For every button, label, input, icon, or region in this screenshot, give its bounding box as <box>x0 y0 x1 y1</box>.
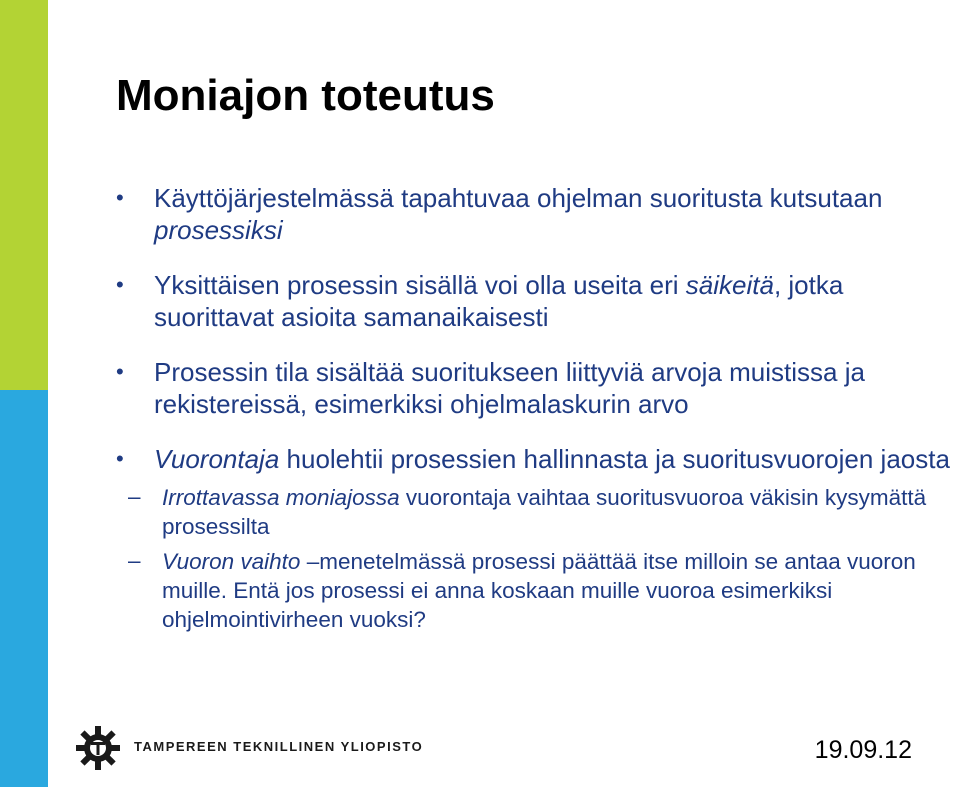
sub-bullet-italic-term: Irrottavassa moniajossa <box>162 485 400 510</box>
bullet-text: Prosessin tila sisältää suoritukseen liittyviä arvoja muistissa ja rekistereissä, esimerkiksi ohjelmalaskurin arvo <box>154 357 865 419</box>
sub-bullet-italic-term: Vuoron vaihto <box>162 549 301 574</box>
sub-bullet-text: –menetelmässä prosessi päättää itse milloin se antaa vuoron muille. Entä jos prosessi ei anna koskaan muille vuoroa esimerkiksi ohjelmointivirheen vuoksi? <box>162 549 916 632</box>
university-name: TAMPEREEN TEKNILLINEN YLIOPISTO <box>134 739 424 754</box>
bullet-italic-term: prosessiksi <box>154 215 283 245</box>
slide-content <box>116 182 952 634</box>
bullet-item <box>116 356 952 420</box>
bullet-dot-icon: • <box>116 359 124 384</box>
bullet-text: Käyttöjärjestelmässä tapahtuvaa ohjelman suoritusta kutsutaan <box>154 183 883 213</box>
bullet-italic-term: säikeitä <box>685 270 774 300</box>
slide-date: 19.09.12 <box>814 736 912 764</box>
bullet-dot-icon: • <box>116 446 124 471</box>
stripe-blue <box>0 390 48 787</box>
bullet-item <box>116 269 952 333</box>
sub-bullet-item <box>78 547 952 634</box>
bullet-item <box>116 182 952 246</box>
dash-bullet-icon: – <box>128 484 141 509</box>
bullet-italic-term: Vuorontaja <box>154 444 280 474</box>
bullet-dot-icon: • <box>116 272 124 297</box>
bullet-text-tail: , jotka suorittavat asioita samanaikaisesti <box>154 270 844 332</box>
dash-bullet-icon: – <box>128 548 141 573</box>
stripe-green <box>0 0 48 390</box>
bullet-item <box>116 443 952 475</box>
bullet-dot-icon: • <box>116 185 124 210</box>
sub-bullet-list <box>116 483 952 634</box>
slide-title: Moniajon toteutus <box>116 71 495 120</box>
sub-bullet-item <box>78 483 952 541</box>
sub-bullet-text: vuorontaja vaihtaa suoritusvuoroa väkisin kysymättä prosessilta <box>162 485 927 539</box>
university-logo-icon <box>74 724 122 772</box>
bullet-text: Yksittäisen prosessin sisällä voi olla useita eri <box>154 270 686 300</box>
bullet-text-tail: huolehtii prosessien hallinnasta ja suoritusvuorojen jaosta <box>279 444 950 474</box>
side-color-stripe <box>0 0 48 787</box>
